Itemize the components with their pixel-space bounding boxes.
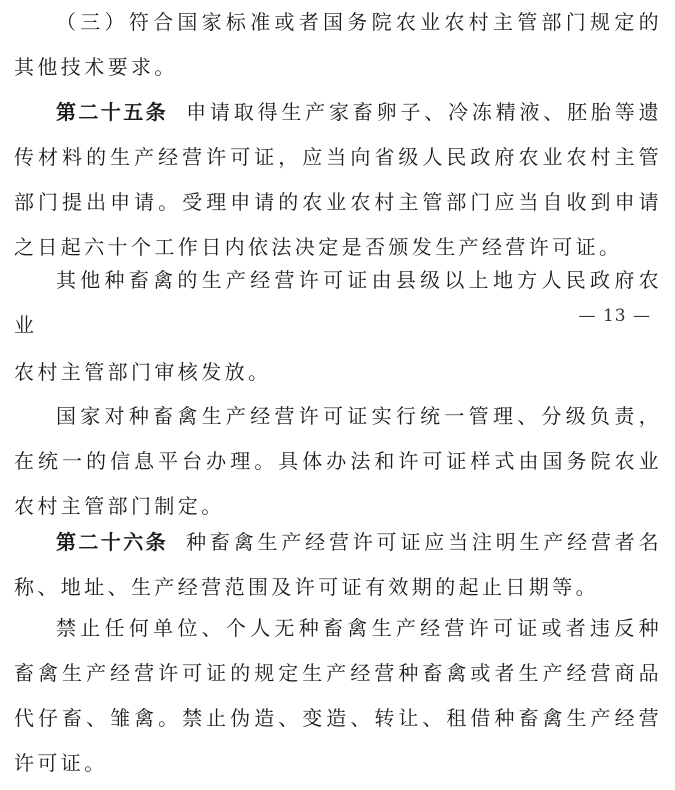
paragraph [14,258,662,348]
paragraph-text: 禁止任何单位、个人无种畜禽生产经营许可证或者违反种畜禽生产经营许可证的规定生产经营种畜禽或者生产经营商品代仔畜、雏禽。禁止伪造、变造、转让、租借种畜禽生产经营许可证。 [14,616,662,775]
paragraph [14,0,662,90]
article-number: 第二十五条 [56,100,169,124]
paragraph-text: （三）符合国家标准或者国务院农业农村主管部门规定的其他技术要求。 [14,10,662,79]
paragraph-text: 种畜禽生产经营许可证应当注明生产经营者名称、地址、生产经营范围及许可证有效期的起止日期等。 [14,530,663,599]
article-paragraph [14,90,662,270]
page-number: — 13 — [578,306,651,326]
paragraph [14,606,662,786]
paragraph-text: 农村主管部门审核发放。 [14,360,272,384]
paragraph [14,394,662,529]
paragraph-text: 国家对种畜禽生产经营许可证实行统一管理、分级负责，在统一的信息平台办理。具体办法和许可证样式由国务院农业农村主管部门制定。 [14,404,662,518]
article-paragraph [14,520,662,610]
paragraph-text: 申请取得生产家畜卵子、冷冻精液、胚胎等遗传材料的生产经营许可证，应当向省级人民政府农业农村主管部门提出申请。受理申请的农业农村主管部门应当自收到申请之日起六十个工作日内依法决定是否颁发生产经营许可证。 [14,100,663,259]
paragraph [14,350,662,395]
article-number: 第二十六条 [56,530,169,554]
paragraph-text: 其他种畜禽的生产经营许可证由县级以上地方人民政府农业 [14,268,662,337]
